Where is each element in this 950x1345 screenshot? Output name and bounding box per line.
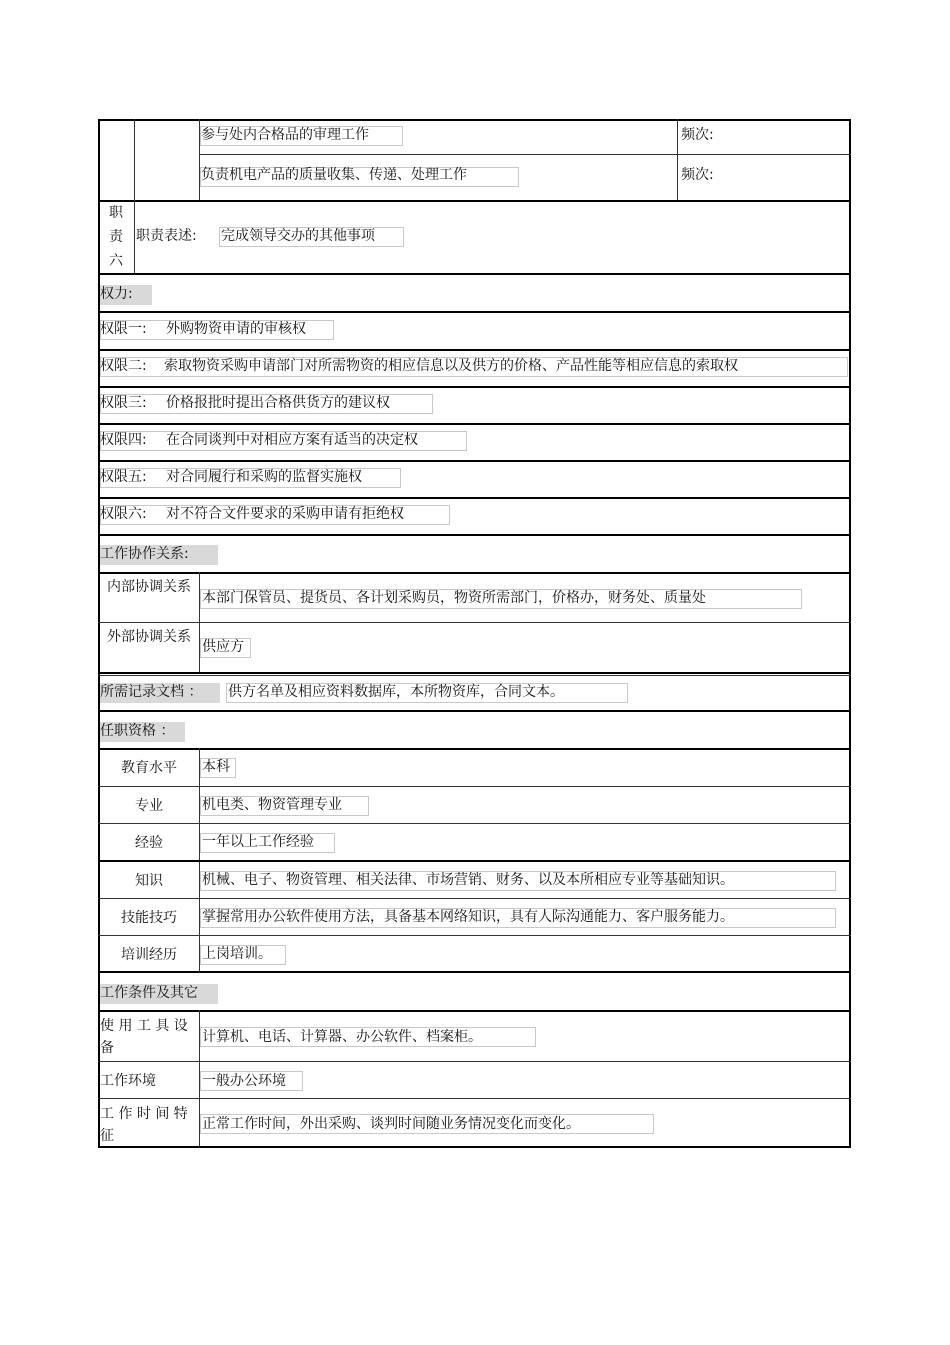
row-line xyxy=(98,710,851,712)
col-line xyxy=(134,119,135,201)
authority-label: 权限六: xyxy=(100,506,147,522)
conditions-value: 计算机、电话、计算器、办公软件、档案柜。 xyxy=(202,1029,482,1045)
row-line xyxy=(98,786,851,787)
authority-label: 权限一: xyxy=(100,321,147,337)
duty6-desc-label: 职责表述: xyxy=(136,228,197,244)
qualification-label: 教育水平 xyxy=(121,760,177,776)
conditions-value: 一般办公环境 xyxy=(202,1073,286,1089)
row-line xyxy=(98,386,851,388)
row-line xyxy=(98,200,851,202)
row-line xyxy=(98,971,851,973)
internal-coordination-text: 本部门保管员、提货员、各计划采购员，物资所需部门，价格办，财务处、质量处 xyxy=(202,590,706,606)
row-line xyxy=(98,497,851,499)
external-coordination-label: 外部协调关系 xyxy=(107,629,191,645)
row-line xyxy=(98,823,851,824)
qualification-value: 一年以上工作经验 xyxy=(202,834,314,850)
duty6-desc: 完成领导交办的其他事项 xyxy=(221,228,375,244)
col-line xyxy=(677,119,678,201)
qualification-label: 经验 xyxy=(135,835,163,851)
authority-text: 价格报批时提出合格供货方的建议权 xyxy=(166,395,390,411)
row-line xyxy=(98,860,851,862)
qualification-label: 专业 xyxy=(135,798,163,814)
qualification-title: 任职资格 ： xyxy=(100,723,175,739)
authority-text: 在合同谈判中对相应方案有适当的决定权 xyxy=(166,432,418,448)
qualification-value: 本科 xyxy=(202,759,230,775)
duty6-label: 职责六 xyxy=(109,205,123,269)
authority-text: 索取物资采购申请部门对所需物资的相应信息以及供方的价格、产品性能等相应信息的索取权 xyxy=(164,358,738,374)
row-line xyxy=(98,622,851,623)
qualification-label: 知识 xyxy=(135,873,163,889)
row-line xyxy=(98,423,851,425)
external-coordination-text: 供应方 xyxy=(202,639,244,655)
records-label: 所需记录文档 ： xyxy=(100,684,203,700)
row-line xyxy=(98,748,851,750)
internal-coordination-label: 内部协调关系 xyxy=(107,579,191,595)
qualification-label: 技能技巧 xyxy=(121,910,177,926)
table-top-border xyxy=(98,119,851,121)
conditions-value: 正常工作时间，外出采购、谈判时间随业务情况变化而变化。 xyxy=(202,1116,580,1132)
conditions-title: 工作条件及其它 xyxy=(100,985,198,1001)
records-text: 供方名单及相应资料数据库，本所物资库，合同文本。 xyxy=(228,684,564,700)
row-line xyxy=(98,672,851,674)
row-line xyxy=(98,273,851,275)
qualification-label: 培训经历 xyxy=(121,947,177,963)
row-line xyxy=(98,935,851,936)
qualification-value: 掌握常用办公软件使用方法，具备基本网络知识，具有人际沟通能力、客户服务能力。 xyxy=(202,909,734,925)
row-line xyxy=(98,534,851,536)
authority-label: 权限五: xyxy=(100,469,147,485)
row-line xyxy=(98,1061,851,1062)
frequency-label: 频次: xyxy=(681,127,714,143)
row-line xyxy=(98,898,851,899)
authority-label: 权限三: xyxy=(100,395,147,411)
col-line xyxy=(134,200,135,274)
row-line xyxy=(98,349,851,351)
row-line xyxy=(98,1098,851,1099)
authority-title: 权力: xyxy=(100,286,133,302)
row-line xyxy=(98,311,851,313)
authority-text: 对不符合文件要求的采购申请有拒绝权 xyxy=(166,506,404,522)
authority-label: 权限二: xyxy=(100,358,147,374)
duty-item-text: 参与处内合格品的审理工作 xyxy=(201,127,369,143)
conditions-label: 使 用 工 具 设 备 xyxy=(100,1018,188,1056)
row-line xyxy=(98,460,851,462)
qualification-value: 机械、电子、物资管理、相关法律、市场营销、财务、以及本所相应专业等基础知识。 xyxy=(202,872,734,888)
row-line xyxy=(199,154,851,155)
row-line xyxy=(98,1010,851,1012)
conditions-label: 工作环境 xyxy=(100,1073,156,1089)
qualification-value: 机电类、物资管理专业 xyxy=(202,797,342,813)
authority-label: 权限四: xyxy=(100,432,147,448)
duty-item-text: 负责机电产品的质量收集、传递、处理工作 xyxy=(201,167,467,183)
cooperation-title: 工作协作关系: xyxy=(100,546,189,562)
authority-text: 外购物资申请的审核权 xyxy=(166,321,306,337)
frequency-label: 频次: xyxy=(681,167,714,183)
conditions-label: 工 作 时 间 特 征 xyxy=(100,1106,188,1144)
authority-text: 对合同履行和采购的监督实施权 xyxy=(166,469,362,485)
row-line xyxy=(98,675,851,676)
row-line xyxy=(98,572,851,574)
table-bottom-border xyxy=(98,1146,851,1148)
qualification-value: 上岗培训。 xyxy=(202,946,272,962)
